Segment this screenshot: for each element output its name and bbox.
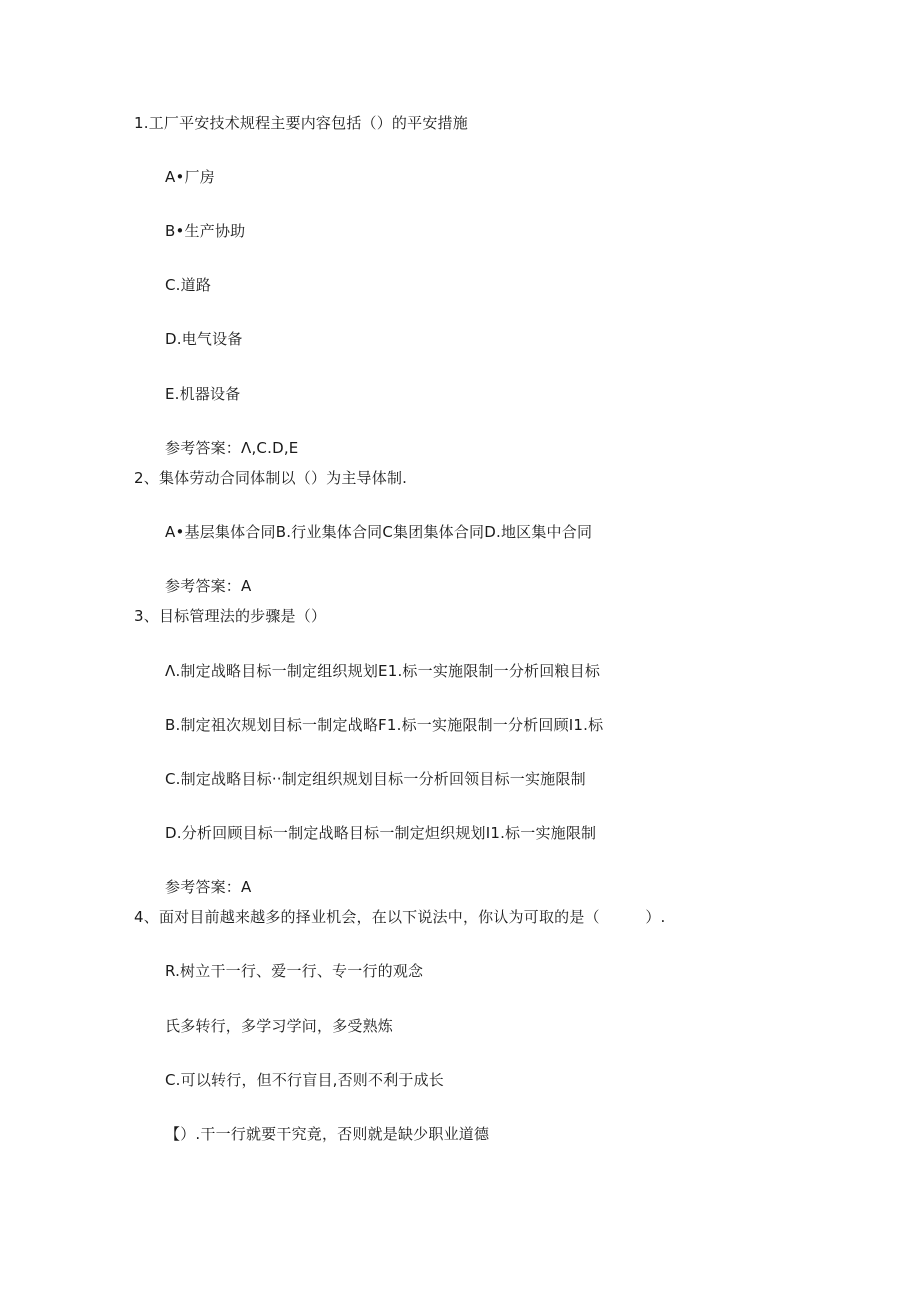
question-4-option-b: 氏多转行，多学习学问，多受熟炼 bbox=[165, 1017, 394, 1035]
question-1-answer: 参考答案：Λ,C.D,E bbox=[165, 439, 299, 457]
question-3-option-c: C.制定战略目标··制定组织规划目标一分析回领目标一实施限制 bbox=[165, 770, 586, 788]
question-4-option-d: 【）.干一行就要干究竟，否则就是缺少职业道德 bbox=[165, 1125, 490, 1143]
question-1-option-b: B•生产协助 bbox=[165, 222, 246, 240]
question-1-option-c: C.道路 bbox=[165, 276, 212, 294]
question-1-option-a: A•厂房 bbox=[165, 168, 215, 186]
question-1-stem: 1.工厂平安技术规程主要内容包括（）的平安措施 bbox=[134, 114, 468, 132]
question-4-option-c: C.可以转行，但不行盲目,否则不利于成长 bbox=[165, 1071, 445, 1089]
question-3-option-d: D.分析回顾目标一制定战略目标一制定炟织规划I1.标一实施限制 bbox=[165, 824, 597, 842]
question-1-option-d: D.电气设备 bbox=[165, 330, 243, 348]
question-1-option-e: E.机器设备 bbox=[165, 385, 241, 403]
question-2-options: A•基层集体合同B.行业集体合同C集团集体合同D.地区集中合同 bbox=[165, 523, 593, 541]
question-3-stem: 3、目标管理法的步骤是（） bbox=[134, 607, 327, 625]
question-4-option-a: R.树立干一行、爱一行、专一行的观念 bbox=[165, 962, 424, 980]
question-2-answer: 参考答案：A bbox=[165, 577, 252, 595]
question-3-answer: 参考答案：A bbox=[165, 878, 252, 896]
question-4-stem: 4、面对目前越来越多的择业机会，在以下说法中，你认为可取的是（ ）. bbox=[134, 908, 666, 926]
question-3-option-a: Λ.制定战略目标一制定组织规划E1.标一实施限制一分析回粮目标 bbox=[165, 662, 601, 680]
question-2-stem: 2、集体劳动合同体制以（）为主导体制. bbox=[134, 469, 408, 487]
question-3-option-b: B.制定祖次规划目标一制定战略F1.标一实施限制一分析回顾I1.标 bbox=[165, 716, 604, 734]
